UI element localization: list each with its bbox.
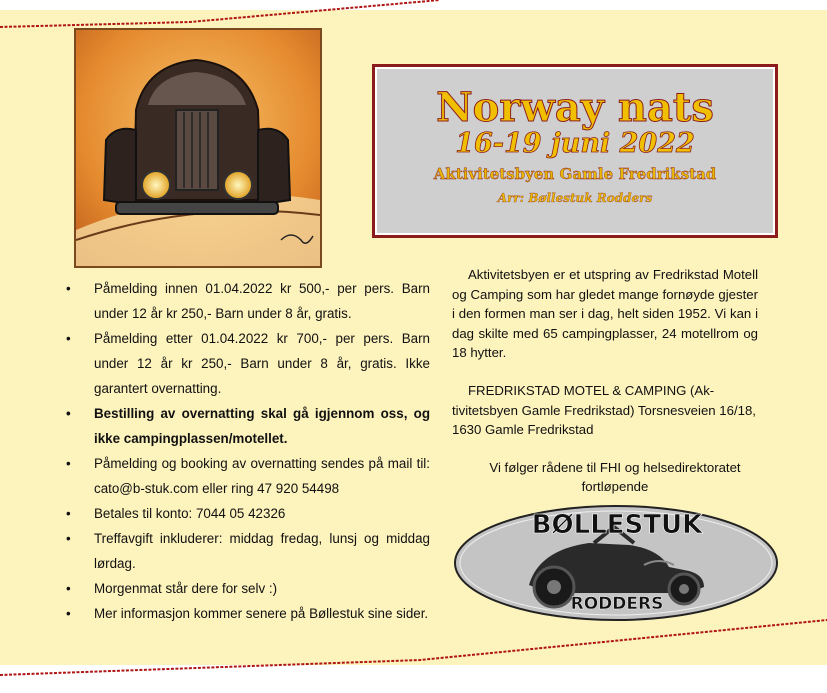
event-title-panel [375, 67, 775, 235]
health-notice: Vi følger rådene til FHI og helsedirektoratet fortløpende [489, 459, 741, 495]
event-title: Norway nats [436, 84, 714, 131]
list-item-text: Treffavgift inkluderer: middag fredag, lunsj og middag lørdag. [94, 531, 430, 571]
list-item-text: Morgenmat står dere for selv :) [94, 581, 278, 596]
vintage-car-icon [76, 30, 320, 266]
event-title-box [372, 64, 778, 238]
bullet-icon: • [66, 581, 71, 596]
vintage-car-painting [74, 28, 322, 268]
venue-address: FREDRIKSTAD MOTEL & CAMPING (Aktivitetsbyen Gamle Fredrikstad) Torsnesveien 16/18, 1630 Gamle Fredrikstad [452, 382, 756, 438]
bullet-icon: • [66, 506, 71, 521]
list-item [62, 326, 430, 401]
bullet-icon: • [66, 331, 71, 346]
venue-description: Aktivitetsbyen er et utspring av Fredrikstad Motell og Camping som har gledet mange fornøyde gjester i den formen man ser i dag, helt siden 1952. Vi kan i dag skilte med 65 campingplasser, 24 motellrom og 18 hytter. [452, 267, 758, 361]
logo-top-text: BØLLESTUK [531, 510, 703, 540]
event-organizer: Arr: Bøllestuk Rodders [497, 191, 653, 205]
list-item [62, 526, 430, 576]
list-item-text: Påmelding og booking av overnatting sendes på mail til: cato@b-stuk.com eller ring 47 920 54498 [94, 456, 430, 496]
bullet-icon: • [66, 531, 71, 546]
list-item [62, 451, 430, 501]
list-item-text: Betales til konto: 7044 05 42326 [94, 506, 286, 521]
logo-bottom-text: RODDERS [570, 594, 664, 614]
list-item-text: Bestilling av overnatting skal gå igjennom oss, og ikke campingplassen/motellet. [94, 406, 430, 446]
list-item [62, 401, 430, 451]
info-bullet-list [62, 276, 430, 626]
list-item [62, 501, 430, 526]
list-item [62, 576, 430, 601]
bollestuk-rodders-logo [454, 505, 779, 622]
bullet-icon: • [66, 606, 71, 621]
list-item-text: Mer informasjon kommer senere på Bøllestuk sine sider. [94, 606, 429, 621]
bullet-icon: • [66, 406, 71, 421]
list-item-text: Påmelding etter 01.04.2022 kr 700,- per pers. Barn under 12 år kr 250,- Barn under 8 år, gratis. Ikke garantert overnatting. [94, 331, 430, 396]
list-item [62, 276, 430, 326]
list-item-text: Påmelding innen 01.04.2022 kr 500,- per pers. Barn under 12 år kr 250,- Barn under 8 år, gratis. [94, 281, 430, 321]
venue-info [452, 265, 758, 497]
bullet-icon: • [66, 281, 71, 296]
event-venue: Aktivitetsbyen Gamle Fredrikstad [433, 165, 717, 183]
list-item [62, 601, 430, 626]
bullet-icon: • [66, 456, 71, 471]
event-dates: 16-19 juni 2022 [455, 128, 695, 159]
